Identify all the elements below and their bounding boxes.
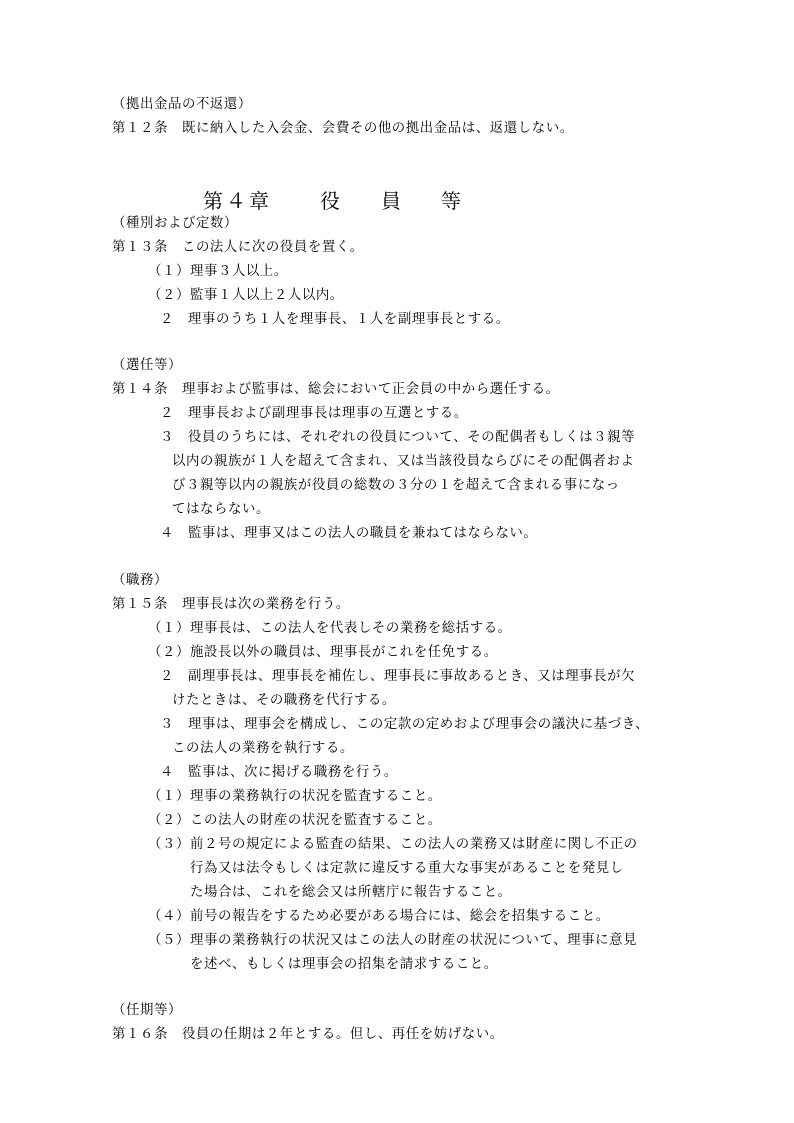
paragraph: ２ 理事のうち１人を理事長、１人を副理事長とする。: [160, 312, 510, 327]
section-heading: （任期等）: [112, 1003, 182, 1018]
list-item: （３）前２号の規定による監査の結果、この法人の業務又は財産に関し不正の: [148, 837, 638, 852]
paragraph: ２ 理事長および副理事長は理事の互選とする。: [160, 406, 468, 421]
list-item: （２）施設長以外の職員は、理事長がこれを任免する。: [148, 645, 498, 660]
paragraph: ４ 監事は、理事又はこの法人の職員を兼ねてはならない。: [160, 526, 538, 541]
list-item: （１）理事３人以上。: [148, 264, 288, 279]
list-item: （１）理事の業務執行の状況を監査すること。: [148, 789, 442, 804]
paragraph: ３ 役員のうちには、それぞれの役員について、その配偶者もしくは３親等: [160, 430, 636, 445]
list-item: （４）前号の報告をするため必要がある場合には、総会を招集すること。: [148, 909, 610, 924]
section-heading: （拠出金品の不返還）: [112, 97, 252, 112]
list-item-continuation: た場合は、これを総会又は所轄庁に報告すること。: [190, 885, 512, 900]
paragraph-continuation: てはならない。: [172, 502, 270, 517]
list-item: （１）理事長は、この法人を代表しその業務を総括する。: [148, 621, 512, 636]
paragraph-continuation: この法人の業務を執行する。: [172, 741, 354, 756]
section-heading: （選任等）: [112, 358, 182, 373]
paragraph: ３ 理事は、理事会を構成し、この定款の定めおよび理事会の議決に基づき、: [160, 717, 650, 732]
paragraph: ４ 監事は、次に掲げる職務を行う。: [160, 765, 398, 780]
article-15: 第１５条 理事長は次の業務を行う。: [112, 597, 350, 612]
section-heading: （職務）: [112, 573, 168, 588]
list-item-continuation: を述べ、もしくは理事会の招集を請求すること。: [190, 957, 498, 972]
paragraph-continuation: けたときは、その職務を代行する。: [172, 693, 396, 708]
section-heading: （種別および定数）: [112, 216, 238, 231]
article-13: 第１３条 この法人に次の役員を置く。: [112, 240, 364, 255]
chapter-title-char: 員: [381, 189, 401, 213]
list-item: （２）監事１人以上２人以内。: [148, 288, 344, 303]
list-item-continuation: 行為又は法令もしくは定款に違反する重大な事実があることを発見し: [190, 861, 624, 876]
article-12: 第１２条 既に納入した入会金、会費その他の拠出金品は、返還しない。: [112, 121, 574, 136]
paragraph: ２ 副理事長は、理事長を補佐し、理事長に事故あるとき、又は理事長が欠: [160, 669, 636, 684]
list-item: （２）この法人の財産の状況を監査すること。: [148, 813, 442, 828]
paragraph-continuation: 以内の親族が１人を超えて含まれ、又は当該役員ならびにその配偶者およ: [172, 454, 635, 469]
list-item: （５）理事の業務執行の状況又はこの法人の財産の状況について、理事に意見: [148, 933, 638, 948]
chapter-title-char: 等: [441, 189, 461, 213]
chapter-title-char: 役: [320, 189, 340, 213]
article-16: 第１６条 役員の任期は２年とする。但し、再任を妨げない。: [112, 1027, 504, 1042]
chapter-number: 第４章: [203, 189, 272, 213]
article-14: 第１４条 理事および監事は、総会において正会員の中から選任する。: [112, 382, 560, 397]
paragraph-continuation: び３親等以内の親族が役員の総数の３分の１を超えて含まれる事になっ: [172, 478, 620, 493]
